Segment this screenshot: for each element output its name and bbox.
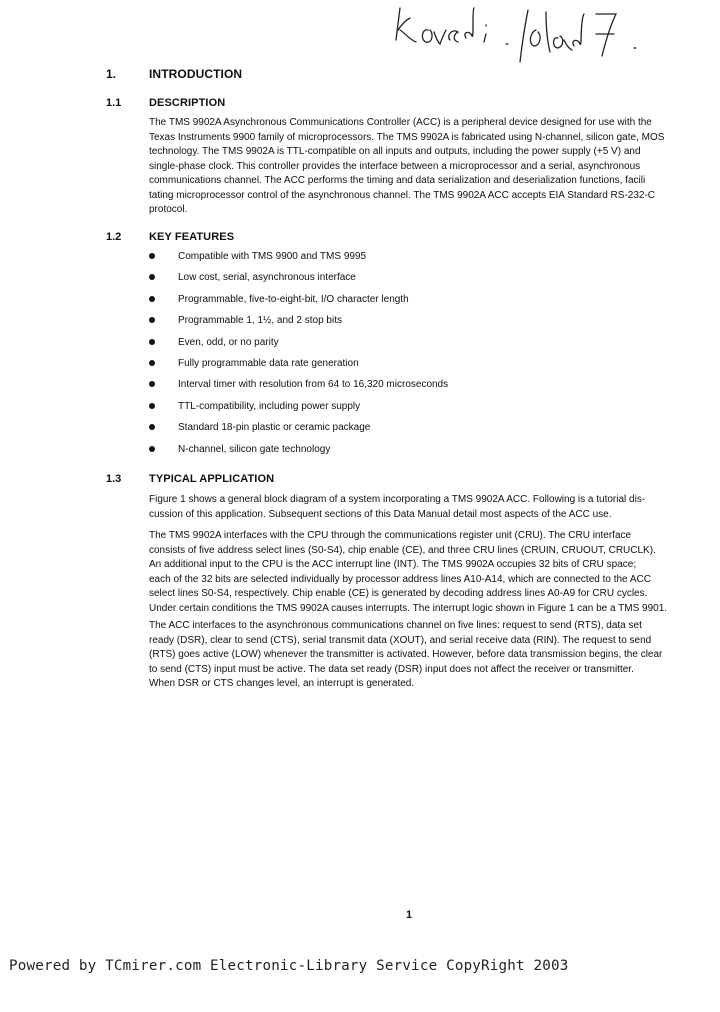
application-paragraph-1: [149, 493, 719, 522]
bullet-icon: [149, 317, 155, 323]
text-line: cussion of this application. Subsequent sections of this Data Manual detail most aspects of the ACC use.: [149, 508, 612, 520]
description-paragraph: [149, 116, 719, 218]
section-title-typical-application: TYPICAL APPLICATION: [149, 473, 275, 485]
application-paragraph-2: [149, 529, 719, 616]
bullet-icon: [149, 446, 155, 452]
text-line: consists of five address select lines (S0-S4), chip enable (CE), and three CRU lines (CRUIN, CRUOUT, CRUCLK).: [149, 544, 656, 556]
bullet-icon: [149, 360, 155, 366]
feature-text: Fully programmable data rate generation: [178, 357, 359, 369]
feature-text: TTL-compatibility, including power supply: [178, 400, 361, 412]
text-line: When DSR or CTS changes level, an interrupt is generated.: [149, 678, 415, 689]
bullet-icon: [149, 403, 155, 409]
text-line: select lines S0-S4, respectively. Chip enable (CE) is generated by decoding address lines A0-A9 for CRU cycles.: [149, 588, 648, 599]
bullet-icon: [149, 424, 155, 430]
text-line: An additional input to the CPU is the ACC interrupt line (INT). The TMS 9902A occupies 32 bits of CRU space;: [149, 559, 637, 570]
text-line: technology. The TMS 9902A is TTL-compatible on all inputs and outputs, including the power supply (+5 V) and: [149, 146, 641, 157]
section-number: 1.1: [106, 97, 122, 109]
handwritten-signature: [388, 0, 720, 95]
section-title-key-features: KEY FEATURES: [149, 231, 235, 243]
feature-text: Compatible with TMS 9900 and TMS 9995: [178, 251, 367, 262]
feature-text: Standard 18-pin plastic or ceramic package: [178, 422, 371, 434]
text-line: ready (DSR), clear to send (CTS), serial transmit data (XOUT), and serial receive data (RIN). The request to send: [149, 634, 652, 646]
bullet-icon: [149, 381, 155, 387]
text-line: to send (CTS) input must be active. The data set ready (DSR) input does not affect the receiver or transmitter.: [149, 663, 634, 675]
bullet-icon: [149, 274, 155, 280]
application-paragraph-3: [149, 619, 719, 692]
text-line: Figure 1 shows a general block diagram of a system incorporating a TMS 9902A ACC. Following is a tutorial dis-: [149, 494, 646, 505]
feature-text: Programmable 1, 1½, and 2 stop bits: [178, 315, 342, 327]
feature-text: Low cost, serial, asynchronous interface: [178, 272, 356, 284]
bullet-icon: [149, 339, 155, 345]
text-line: communications channel. The ACC performs the timing and data serialization and deserialization functions, facili: [149, 175, 646, 186]
section-title-introduction: INTRODUCTION: [149, 67, 243, 81]
text-line: each of the 32 bits are selected individually by processor address lines A10-A14, which are connected to the ACC: [149, 573, 651, 585]
list-item: [149, 400, 569, 421]
list-item: [149, 357, 569, 378]
feature-text: Programmable, five-to-eight-bit, I/O character length: [178, 293, 409, 305]
list-item: [149, 443, 569, 464]
section-number: 1.3: [106, 473, 122, 485]
text-line: tating microprocessor control of the asynchronous channel. The TMS 9902A ACC accepts EIA Standard RS-232-C: [149, 189, 656, 201]
page-number: 1: [406, 909, 413, 921]
features-list: [149, 250, 569, 464]
text-line: Under certain conditions the TMS 9902A causes interrupts. The interrupt logic shown in Figure 1 can be a TMS 9901.: [149, 602, 668, 614]
section-number: 1.: [106, 67, 117, 81]
list-item: [149, 336, 569, 357]
section-number: 1.2: [106, 231, 122, 243]
list-item: [149, 378, 569, 399]
list-item: [149, 271, 569, 292]
bullet-icon: [149, 296, 155, 302]
feature-text: Even, odd, or no parity: [178, 336, 279, 348]
feature-text: N-channel, silicon gate technology: [178, 443, 331, 455]
footer-watermark: Powered by TCmirer.com Electronic-Library Service CopyRight 2003: [9, 958, 569, 974]
list-item: [149, 250, 569, 271]
text-line: (RTS) goes active (LOW) whenever the transmitter is activated. However, before data transmission begins, the clear: [149, 649, 663, 660]
list-item: [149, 293, 569, 314]
text-line: The ACC interfaces to the asynchronous communications channel on five lines: request to send (RTS), data set: [149, 620, 642, 631]
feature-text: Interval timer with resolution from 64 to 16,320 microseconds: [178, 379, 449, 391]
text-line: The TMS 9902A interfaces with the CPU through the communications register unit (CRU). The CRU interface: [149, 530, 632, 541]
list-item: [149, 314, 569, 335]
list-item: [149, 421, 569, 442]
text-line: The TMS 9902A Asynchronous Communications Controller (ACC) is a peripheral device designed for use with the: [149, 117, 652, 128]
section-title-description: DESCRIPTION: [149, 97, 226, 109]
text-line: single-phase clock. This controller provides the interface between a microprocessor and a serial, asynchronous: [149, 160, 641, 172]
text-line: protocol.: [149, 204, 188, 215]
bullet-icon: [149, 253, 155, 259]
text-line: Texas Instruments 9900 family of microprocessors. The TMS 9902A is fabricated using N-channel, silicon gate, MOS: [149, 131, 665, 143]
